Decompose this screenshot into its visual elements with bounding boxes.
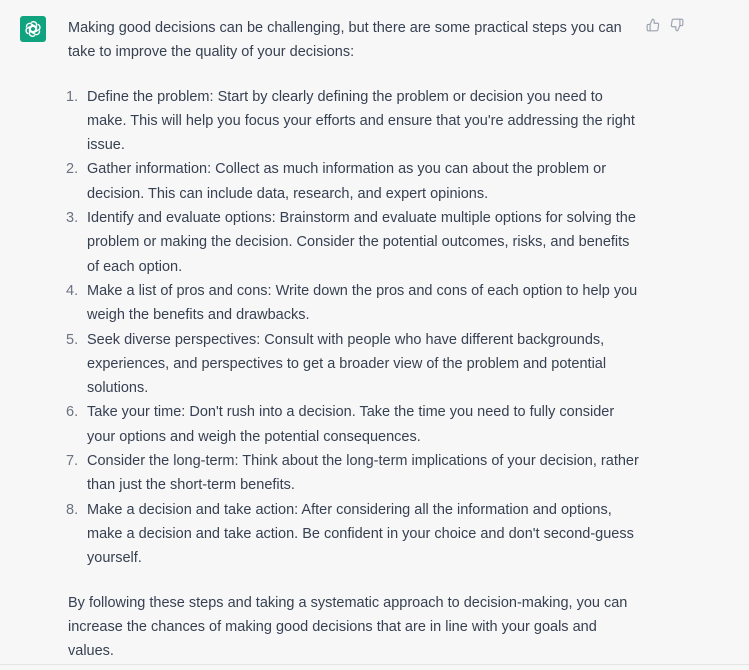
list-item-text: Identify and evaluate options: Brainstorm and evaluate multiple options for solving the problem or making the decision. Consider the potential outcomes, risks, and benefits of each option. xyxy=(87,210,636,275)
list-item-number: 4 . xyxy=(66,279,78,303)
steps-list xyxy=(68,85,640,571)
list-item xyxy=(68,400,640,449)
list-item-number: 2 . xyxy=(66,157,78,181)
list-item-text: Seek diverse perspectives: Consult with people who have different backgrounds, experiences, and perspectives to get a broader view of the problem and potential solutions. xyxy=(87,331,607,397)
closing-paragraph: By following these steps and taking a systematic approach to decision-making, you can increase the chances of making good decisions that are in line with your goals and values. xyxy=(68,594,628,660)
list-item-text: Make a decision and take action: After considering all the information and options, make a decision and take action. Be confident in your choice and don't second-guess yourself. xyxy=(87,501,634,567)
list-item xyxy=(68,157,640,206)
list-item-text: Consider the long-term: Think about the long-term implications of your decision, rather than just the short-term benefits. xyxy=(87,453,639,494)
intro-paragraph: Making good decisions can be challenging, but there are some practical steps you can take to improve the quality of your decisions: xyxy=(68,20,622,61)
list-item xyxy=(68,498,640,571)
list-item-number: 6 . xyxy=(66,400,78,424)
list-item-number: 3 . xyxy=(66,206,78,230)
feedback-buttons xyxy=(645,17,685,33)
list-item-number: 8 . xyxy=(66,498,78,522)
message-divider xyxy=(0,664,749,665)
list-item xyxy=(68,279,640,328)
list-item xyxy=(68,328,640,401)
list-item xyxy=(68,449,640,498)
list-item xyxy=(68,85,640,158)
list-item-text: Take your time: Don't rush into a decision. Take the time you need to fully consider your options and weigh the potential consequences. xyxy=(87,404,615,445)
list-item-number: 1 . xyxy=(66,85,78,109)
list-item-text: Define the problem: Start by clearly defining the problem or decision you need to make. This will help you focus your efforts and ensure that you're addressing the right issue. xyxy=(87,88,635,154)
list-item-number: 7 . xyxy=(66,449,78,473)
thumbs-down-icon xyxy=(670,18,684,32)
list-item-text: Gather information: Collect as much information as you can about the problem or decision. This can include data, research, and expert opinions. xyxy=(87,161,607,202)
openai-logo-icon xyxy=(23,19,43,39)
message-content xyxy=(68,16,640,663)
thumbs-up-button[interactable] xyxy=(645,17,661,33)
list-item-text: Make a list of pros and cons: Write down the pros and cons of each option to help you weigh the benefits and drawbacks. xyxy=(87,282,638,324)
list-item-number: 5 . xyxy=(66,328,78,352)
assistant-avatar xyxy=(20,16,46,42)
thumbs-down-button[interactable] xyxy=(669,17,685,33)
list-item xyxy=(68,206,640,279)
thumbs-up-icon xyxy=(646,18,660,32)
